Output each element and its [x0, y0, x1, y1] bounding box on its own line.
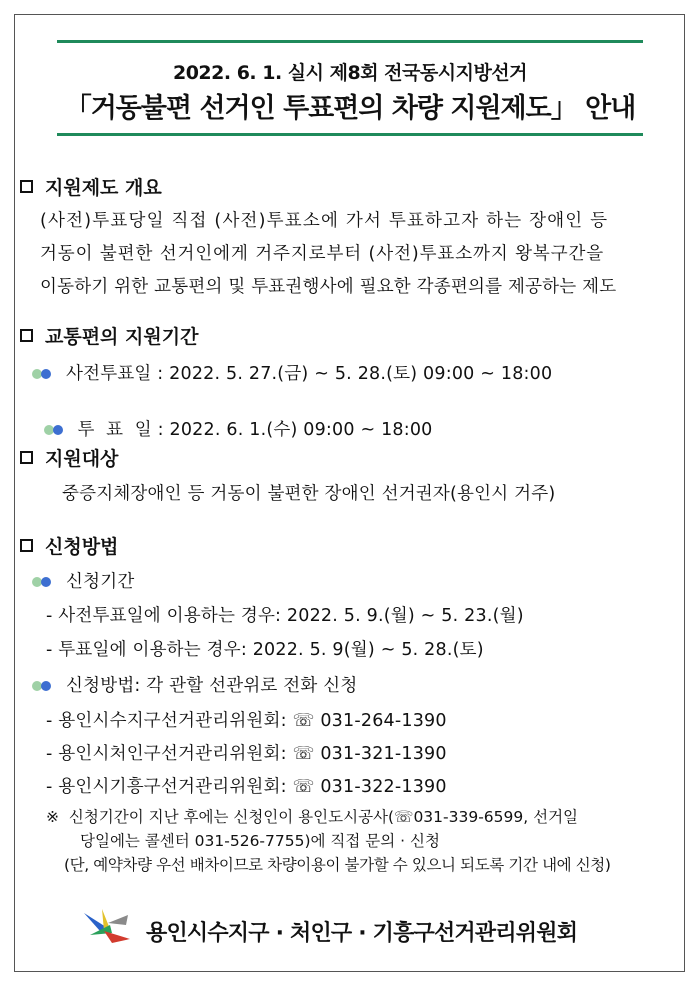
- apply-period-item: - 투표일에 이용하는 경우: 2022. 5. 9(월) ~ 5. 28.(토): [46, 640, 484, 660]
- section-overview-heading: [20, 173, 162, 200]
- apply-period-label: [32, 568, 134, 593]
- period-item: [32, 360, 552, 385]
- checkbox-square-icon: [20, 539, 33, 552]
- bullet-dots-icon: [32, 369, 54, 379]
- apply-method-label-text: 신청방법: 각 관할 선관위로 전화 신청: [66, 676, 358, 696]
- top-rule: [57, 40, 643, 43]
- title-rule: [57, 133, 643, 136]
- section-period-heading: [20, 322, 198, 349]
- section-apply-heading: [20, 532, 118, 559]
- note-line: (단, 예약차량 우선 배차이므로 차량이용이 불가할 수 있으니 되도록 기간 내에 신청): [64, 856, 611, 874]
- section-title: 지원대상: [45, 448, 119, 470]
- section-title: 신청방법: [45, 536, 119, 558]
- overview-line: 이동하기 위한 교통편의 및 투표권행사에 필요한 각종편의를 제공하는 제도: [40, 277, 617, 297]
- overview-line: 거동이 불편한 선거인에게 거주지로부터 (사전)투표소까지 왕복구간을: [40, 244, 605, 264]
- bullet-dots-icon: [44, 425, 66, 435]
- overview-line: (사전)투표당일 직접 (사전)투표소에 가서 투표하고자 하는 장애인 등: [40, 211, 609, 231]
- contact-line: - 용인시처인구선거관리위원회: ☏ 031-321-1390: [46, 744, 447, 764]
- election-commission-logo-icon: [82, 905, 134, 945]
- header-line1: 2022. 6. 1. 실시 제8회 전국동시지방선거: [172, 62, 528, 84]
- target-text: 중증지체장애인 등 거동이 불편한 장애인 선거권자(용인시 거주): [62, 484, 556, 504]
- apply-method-label: [32, 672, 357, 697]
- bullet-dots-icon: [32, 577, 54, 587]
- bullet-dots-icon: [32, 681, 54, 691]
- note-line: 당일에는 콜센터 031-526-7755)에 직접 문의 · 신청: [80, 832, 440, 850]
- apply-period-label-text: 신청기간: [66, 572, 135, 592]
- footer-organization: 용인시수지구 · 처인구 · 기흥구선거관리위원회: [146, 921, 578, 946]
- section-title: 지원제도 개요: [45, 177, 162, 199]
- apply-period-item: - 사전투표일에 이용하는 경우: 2022. 5. 9.(월) ~ 5. 23.(월): [46, 606, 524, 626]
- checkbox-square-icon: [20, 180, 33, 193]
- period-item-text: 사전투표일 : 2022. 5. 27.(금) ~ 5. 28.(토) 09:00 ~ 18:00: [66, 364, 553, 384]
- note-line: ※ 신청기간이 지난 후에는 신청인이 용인도시공사(☏031-339-6599, 선거일: [46, 808, 579, 826]
- page-title: 「거동불편 선거인 투표편의 차량 지원제도」 안내: [64, 93, 636, 124]
- period-item-text: 투 표 일 : 2022. 6. 1.(수) 09:00 ~ 18:00: [77, 420, 433, 440]
- period-item: [32, 396, 433, 441]
- checkbox-square-icon: [20, 329, 33, 342]
- contact-line: - 용인시기흥구선거관리위원회: ☏ 031-322-1390: [46, 777, 447, 797]
- section-title: 교통편의 지원기간: [45, 326, 199, 348]
- checkbox-square-icon: [20, 451, 33, 464]
- contact-line: - 용인시수지구선거관리위원회: ☏ 031-264-1390: [46, 711, 447, 731]
- section-target-heading: [20, 444, 118, 471]
